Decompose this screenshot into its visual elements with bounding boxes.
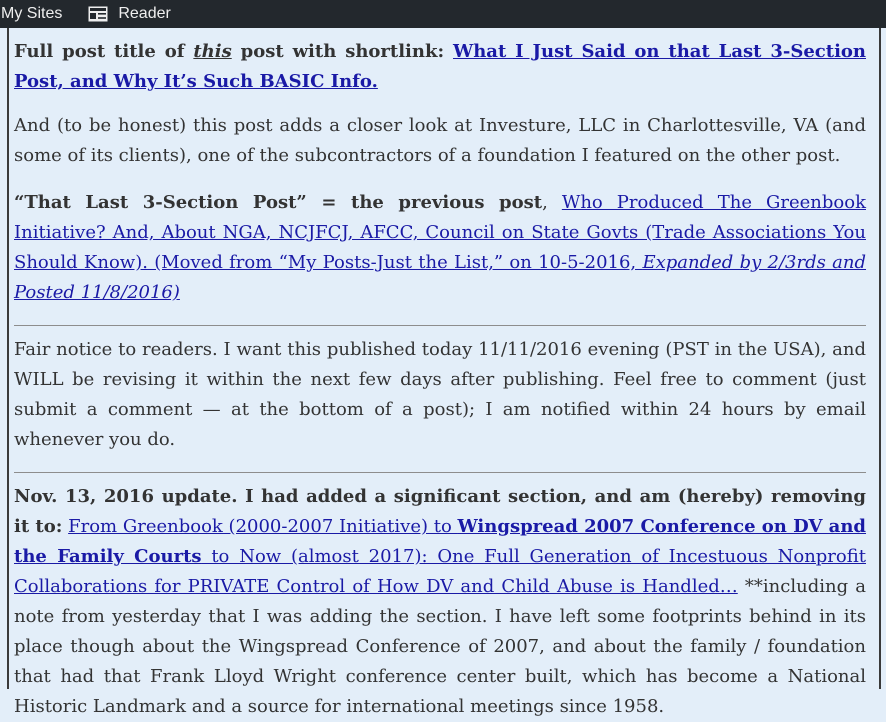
title-lead-1: Full post title of xyxy=(14,41,194,62)
previous-post-paragraph xyxy=(14,188,866,308)
greenbook-link-bold: Wingspread 2007 Conference on DV and the Family Courts xyxy=(14,516,867,567)
post-content xyxy=(7,28,881,717)
divider xyxy=(14,325,866,326)
title-lead-italic: this xyxy=(193,41,232,62)
fair-notice-paragraph: Fair notice to readers. I want this published today 11/11/2016 evening (PST in the USA), and WILL be revising it within the next few days after publishing. Feel free to comment (just submit a comment — at the bottom of a post); I am notified within 24 hours by email whenever you do. xyxy=(14,339,866,450)
greenbook-link-part1: From Greenbook (2000-2007 Initiative) to xyxy=(68,516,458,537)
intro-paragraph: And (to be honest) this post adds a closer look at Investure, LLC in Charlottesville, VA (and some of its clients), one of the subcontractors of a foundation I featured on the other post. xyxy=(14,115,866,166)
greenbook-link-part2: to Now (almost 2017): One Full Generation of Incestuous Nonprofit Collaborations for PRIVATE Control of How DV and Child Abuse is Handled… xyxy=(14,546,866,597)
update-lead: Nov. 13, 2016 update. I had added a significant section, and am (hereby) removing it to: xyxy=(14,486,866,537)
update-paragraph xyxy=(14,482,866,722)
my-sites-button[interactable] xyxy=(0,0,62,28)
update-tail: **including a note from yesterday that I was adding the section. I have left some footprints behind in its place though about the Wingspread Conference of 2007, and about the family / foundation that had that Frank Lloyd Wright conference center built, which has become a National Historic Landmark and a source for international meetings since 1958. xyxy=(14,576,866,717)
my-sites-label: My Sites xyxy=(1,5,63,22)
post-title-paragraph xyxy=(14,37,866,97)
admin-bar xyxy=(0,0,886,28)
previous-post-lead: “That Last 3-Section Post” = the previous post xyxy=(14,192,543,213)
previous-post-link-italic: Expanded by 2/3rds and Posted 11/8/2016) xyxy=(14,252,867,303)
divider xyxy=(14,472,866,473)
comma: , xyxy=(542,192,562,213)
reader-label: Reader xyxy=(118,5,171,22)
reader-icon xyxy=(88,6,108,22)
reader-button[interactable] xyxy=(88,0,170,28)
title-lead-2: post with shortlink: xyxy=(231,41,453,62)
previous-post-link-text: Who Produced The Greenbook Initiative? And, About NGA, NCJFCJ, AFCC, Council on State Govts (Trade Associations You Should Know). (Moved from “My Posts-Just the List,” on 10-5-2016, xyxy=(14,192,866,273)
shortlink-text: What I Just Said on that Last 3-Section Post, and Why It’s Such BASIC Info. xyxy=(14,41,866,92)
